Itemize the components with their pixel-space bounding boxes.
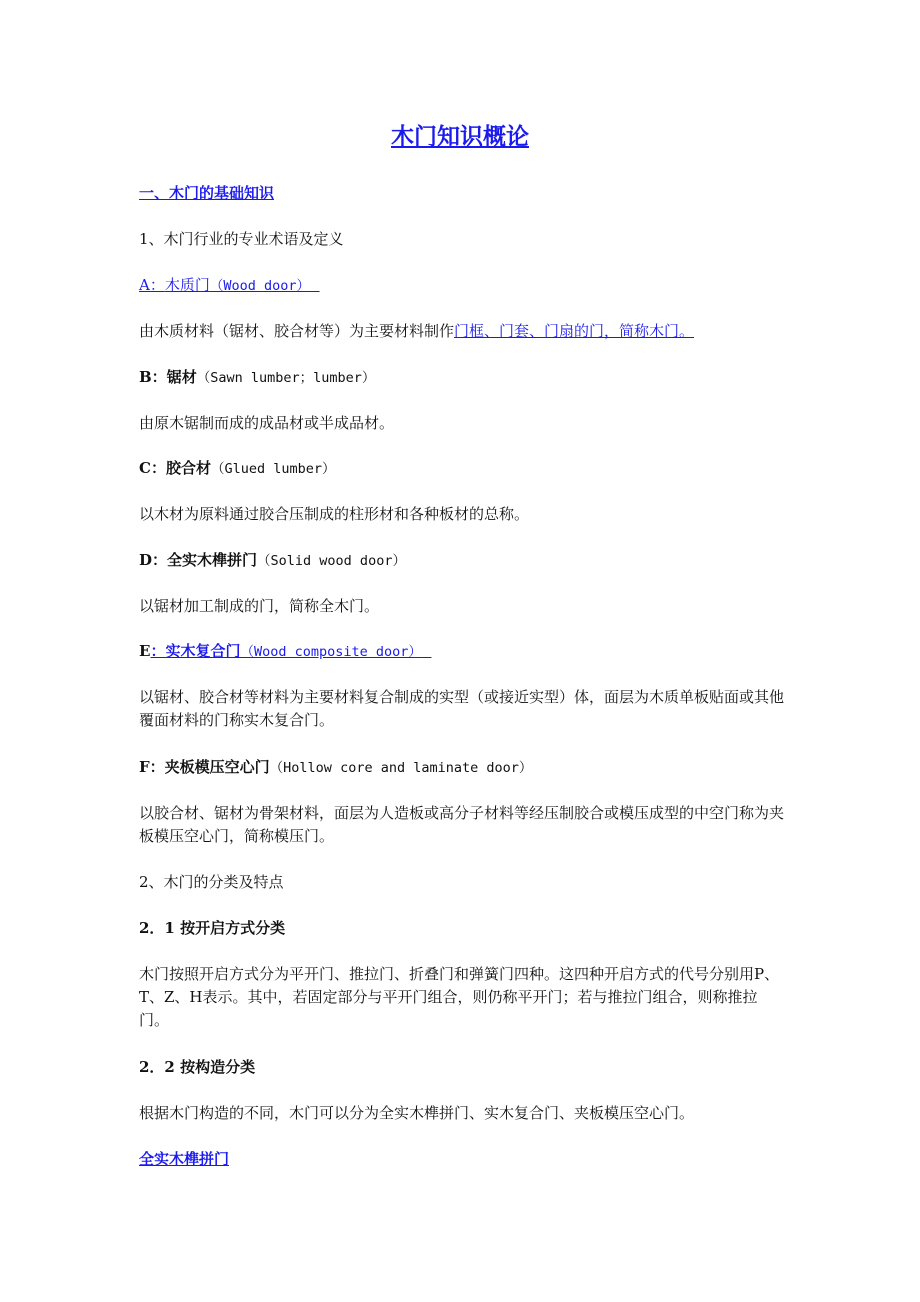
term-d [139, 549, 406, 573]
term-c-name: 胶合材 [165, 459, 211, 477]
term-f [139, 756, 532, 780]
term-f-name: 夹板模压空心门 [164, 758, 270, 776]
term-d-prefix: D： [139, 551, 168, 569]
subheading-construction: 2．2 按构造分类 [139, 1058, 256, 1076]
term-c [139, 457, 336, 481]
term-e-colon: ： [150, 642, 166, 660]
definition-a [139, 320, 694, 343]
definition-e: 以锯材、胶合材等材料为主要材料复合制成的实型（或接近实型）体，面层为木质单板贴面或其他覆面材料的门称实木复合门。 [139, 688, 785, 729]
definition-b: 由原木锯制而成的成品材或半成品材。 [139, 414, 395, 432]
definition-opening-method: 木门按照开启方式分为平开门、推拉门、折叠门和弹簧门四种。这四种开启方式的代号分别用P、T、Z、H表示。其中，若固定部分与平开门组合，则仍称平开门；若与推拉门组合，则称推拉门。 [139, 965, 780, 1029]
term-b-name: 锯材 [166, 368, 197, 386]
term-d-name: 全实木榫拼门 [167, 551, 258, 569]
link-solid-wood-door[interactable]: 全实木榫拼门 [139, 1150, 230, 1168]
definition-construction: 根据木门构造的不同，木门可以分为全实木榫拼门、实木复合门、夹板模压空心门。 [139, 1104, 695, 1122]
term-f-prefix: F： [139, 758, 165, 776]
term-a-english: （Wood door） [209, 278, 311, 294]
definition-a-link[interactable]: 门框、门套、门扇的门，简称木门。 [454, 322, 695, 340]
term-e-prefix: E [139, 642, 151, 660]
page-title[interactable]: 木门知识概论 [391, 123, 529, 150]
subheading-classification: 2、木门的分类及特点 [139, 873, 284, 891]
term-a[interactable] [139, 274, 320, 298]
term-e[interactable] [139, 640, 431, 664]
term-e-english: （Wood composite door） [240, 644, 422, 660]
term-a-name: 木质门 [164, 276, 210, 294]
term-c-prefix: C： [139, 459, 166, 477]
subheading-opening-method: 2．1 按开启方式分类 [139, 919, 286, 937]
definition-a-text: 由木质材料（锯材、胶合材等）为主要材料制作 [139, 322, 455, 340]
term-f-english: （Hollow core and laminate door） [269, 760, 533, 776]
term-d-english: （Solid wood door） [257, 553, 406, 569]
subheading-terms: 1、木门行业的专业术语及定义 [139, 230, 344, 248]
term-c-english: （Glued lumber） [210, 461, 336, 477]
term-e-link[interactable] [150, 642, 431, 660]
term-e-name: 实木复合门 [165, 642, 241, 660]
term-b-prefix: B： [139, 368, 167, 386]
definition-d: 以锯材加工制成的门，简称全木门。 [139, 597, 380, 615]
definition-c: 以木材为原料通过胶合压制成的柱形材和各种板材的总称。 [139, 505, 530, 523]
term-b [139, 366, 375, 390]
term-b-english: （Sawn lumber；lumber） [196, 370, 376, 386]
definition-f: 以胶合材、锯材为骨架材料，面层为人造板或高分子材料等经压制胶合或模压成型的中空门称为夹板模压空心门，简称模压门。 [139, 804, 785, 845]
term-a-prefix: A： [139, 276, 165, 294]
section-heading-basics[interactable]: 一、木门的基础知识 [139, 184, 275, 202]
